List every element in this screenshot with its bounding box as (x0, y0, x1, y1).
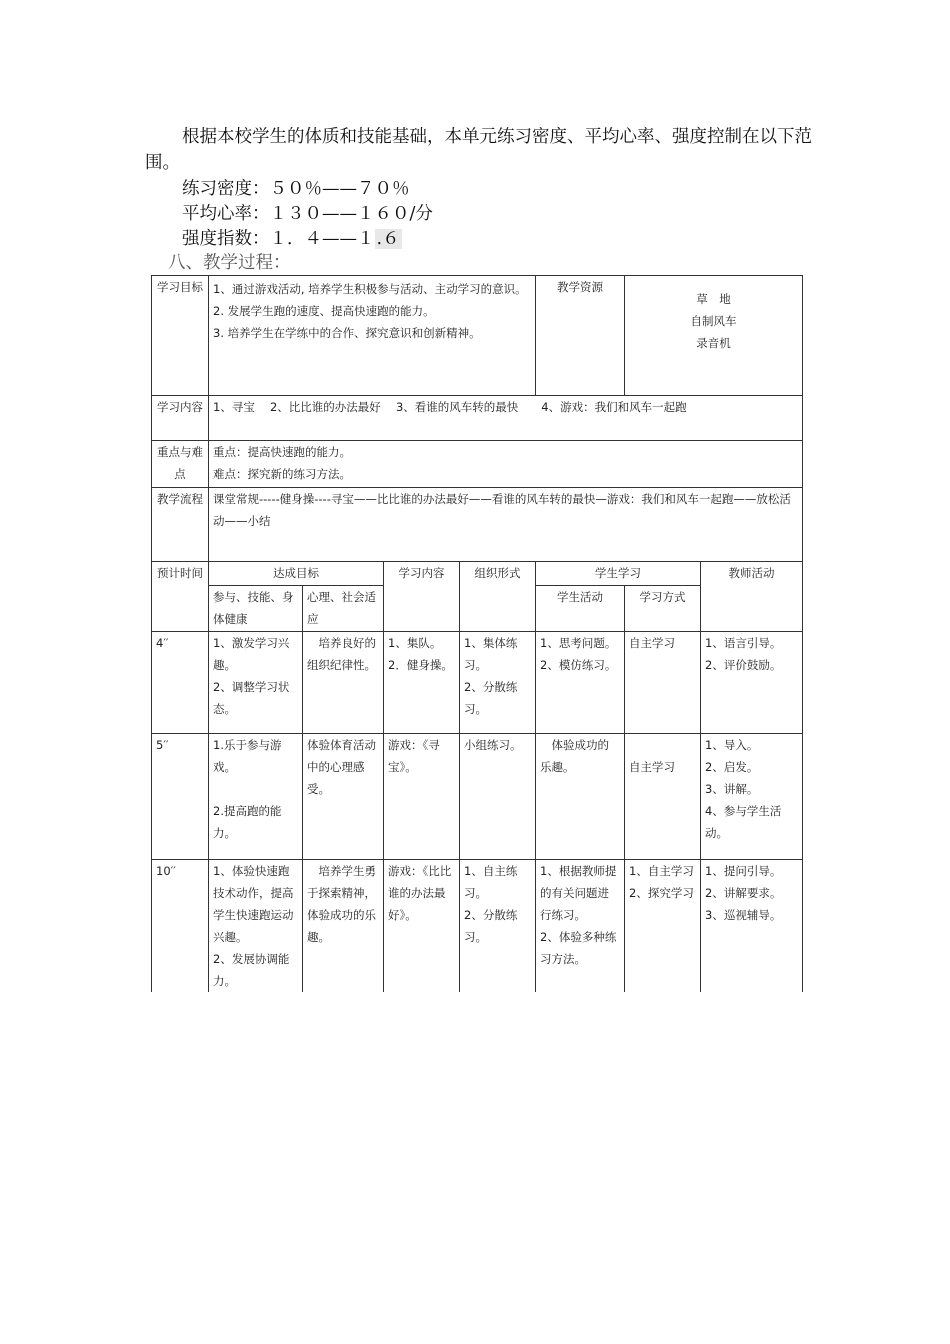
flow-cell: 课堂常规-----健身操----寻宝——比比谁的办法最好——看谁的风车转的最快—游戏：我们和风车一起跑——放松活动——小结 (209, 488, 803, 562)
content-row (152, 396, 803, 441)
header-row-1 (152, 562, 803, 586)
keypoints-label: 重点与难点 (152, 441, 209, 488)
header-time: 预计时间 (152, 562, 209, 632)
row-goal-b: 体验体育活动中的心理感受。 (303, 734, 384, 860)
header-goal-a: 参与、技能、身体健康 (209, 586, 303, 632)
row-form: 1、自主练习。 2、分散练习。 (460, 860, 536, 993)
row-goal-b: 培养良好的组织纪律性。 (303, 632, 384, 734)
objective-item: 3. 培养学生在学练中的合作、探究意识和创新精神。 (213, 326, 481, 340)
objectives-cell (209, 276, 536, 396)
row-content: 游戏：《寻宝》。 (384, 734, 460, 860)
header-goals: 达成目标 (209, 562, 384, 586)
header-learning-mode: 学习方式 (625, 586, 701, 632)
header-content: 学习内容 (384, 562, 460, 632)
intensity-index (182, 226, 402, 252)
row-learning-mode: 1、自主学习 2、探究学习 (625, 860, 701, 993)
row-teacher: 1、提问引导。 2、讲解要求。 3、巡视辅导。 (701, 860, 803, 993)
row-goal-b: 培养学生勇于探索精神，体验成功的乐趣。 (303, 860, 384, 993)
header-student: 学生学习 (536, 562, 701, 586)
section-title: 八、教学过程： (168, 253, 291, 273)
row-learning-mode: 自主学习 (625, 734, 701, 860)
resources-cell (625, 276, 803, 396)
header-form: 组织形式 (460, 562, 536, 632)
key-point: 重点：提高快速跑的能力。 (213, 445, 351, 459)
objectives-label: 学习目标 (152, 276, 209, 396)
flow-label: 教学流程 (152, 488, 209, 562)
intensity-index-text: 强度指数：１．４——１ (182, 229, 375, 249)
row-student-activity: 1、思考问题。 2、模仿练习。 (536, 632, 625, 734)
row-teacher: 1、导入。 2、启发。 3、讲解。 4、参与学生活动。 (701, 734, 803, 860)
content-cell: 1、寻宝 2、比比谁的办法最好 3、看谁的风车转的最快 4、游戏：我们和风车一起跑 (209, 396, 803, 441)
header-goal-b: 心理、社会适应 (303, 586, 384, 632)
teaching-process-table (151, 275, 803, 992)
difficulty-point: 难点：探究新的练习方法。 (213, 467, 351, 481)
table-row (152, 734, 803, 860)
row-learning-mode: 自主学习 (625, 632, 701, 734)
table-row (152, 632, 803, 734)
intensity-index-highlight: .６ (376, 229, 400, 249)
keypoints-row (152, 441, 803, 488)
keypoints-cell (209, 441, 803, 488)
resources-label: 教学资源 (536, 276, 625, 396)
resource-item: 自制风车 (690, 314, 737, 328)
row-student-activity: 体验成功的乐趣。 (536, 734, 625, 860)
row-form: 小组练习。 (460, 734, 536, 860)
row-teacher: 1、语言引导。 2、评价鼓励。 (701, 632, 803, 734)
header-student-activity: 学生活动 (536, 586, 625, 632)
objective-item: 2. 发展学生跑的速度、提高快速跑的能力。 (213, 304, 435, 318)
row-goal-a: 1、激发学习兴趣。 2、调整学习状态。 (209, 632, 303, 734)
practice-density: 练习密度：５０％——７０％ (182, 179, 410, 199)
row-goal-a: 1.乐于参与游戏。 2.提高跑的能力。 (209, 734, 303, 860)
header-teacher: 教师活动 (701, 562, 803, 632)
row-student-activity: 1、根据教师提的有关问题进行练习。 2、体验多种练习方法。 (536, 860, 625, 993)
row-time: 5′′ (152, 734, 209, 860)
row-content: 1、集队。 2．健身操。 (384, 632, 460, 734)
resource-item: 草 地 (696, 292, 731, 306)
row-goal-a: 1、体验快速跑技术动作，提高学生快速跑运动兴趣。 2、发展协调能力。 (209, 860, 303, 993)
row-time: 10′′ (152, 860, 209, 993)
row-content: 游戏：《比比谁的办法最好》。 (384, 860, 460, 993)
row-time: 4′′ (152, 632, 209, 734)
objective-item: 1、通过游戏活动, 培养学生积极参与活动、主动学习的意识。 (213, 282, 527, 296)
average-heart-rate: 平均心率：１３０——１６０/分 (182, 204, 433, 224)
row-form: 1、集体练习。 2、分散练习。 (460, 632, 536, 734)
intro-paragraph: 根据本校学生的体质和技能基础，本单元练习密度、平均心率、强度控制在以下范围。 (145, 127, 812, 173)
objectives-row (152, 276, 803, 396)
resource-item: 录音机 (696, 336, 731, 350)
flow-row (152, 488, 803, 562)
table-row (152, 860, 803, 993)
content-label: 学习内容 (152, 396, 209, 441)
